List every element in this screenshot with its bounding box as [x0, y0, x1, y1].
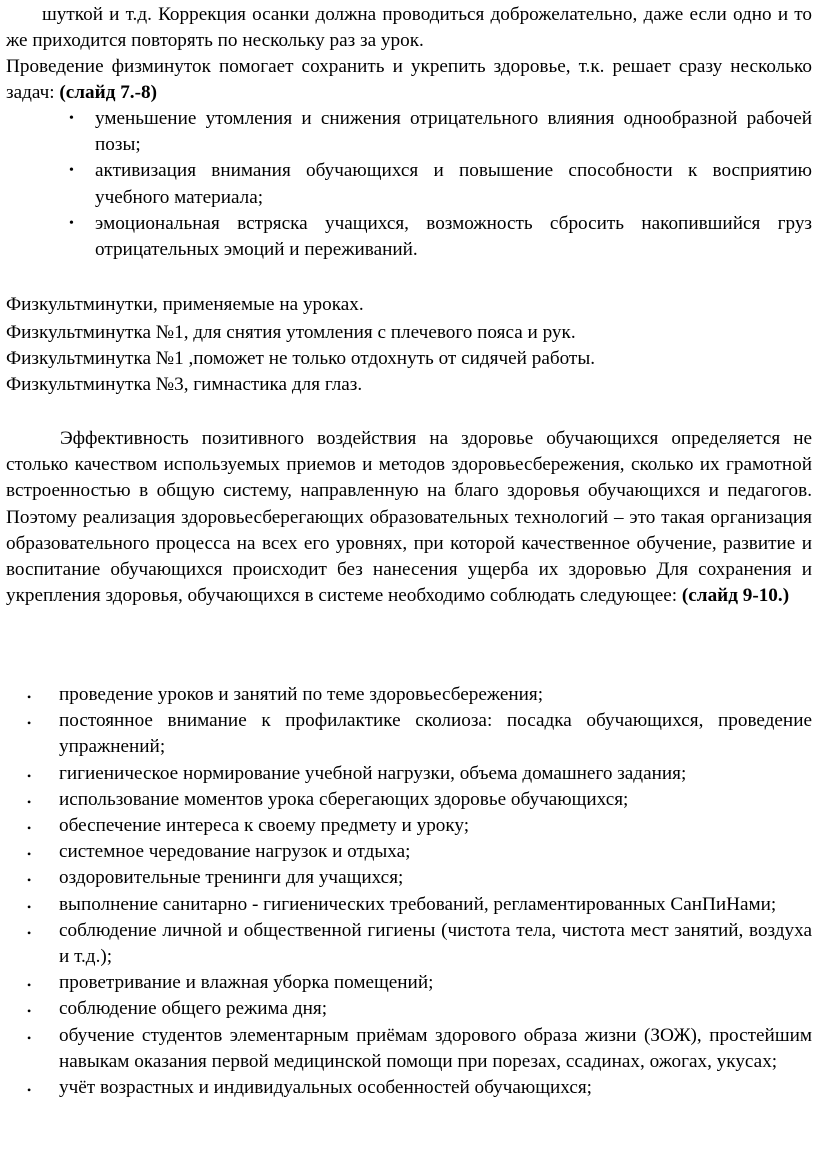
effectiveness-text: Эффективность позитивного воздействия на здоровье обучающихся определяется не столько качеством используемых приемов и методов здоровьесбережения, сколько их грамотной встроенностью в общую систему, направленную на благо здоровья обучающихся и педагогов. Поэтому реализация здоровьесберегающих образовательных технологий – это такая организация образовательного процесса на всех его уровнях, при которой качественное обучение, развитие и воспитание обучающихся происходит без нанесения ущерба их здоровью Для сохранения и укрепления здоровья, обучающихся в системе необходимо соблюдать следующее: — [6, 428, 812, 607]
bullet-icon: • — [69, 163, 74, 179]
bullet-icon: • — [27, 690, 32, 704]
requirements-list — [27, 682, 812, 1101]
minutes-line: Физкультминутка №1 ,поможет не только отдохнуть от сидячей работы. — [6, 348, 596, 369]
bullet-icon: • — [27, 1004, 32, 1019]
effectiveness-paragraph — [6, 426, 812, 609]
list-item: • гигиеническое нормирование учебной нагрузки, объема домашнего задания; — [59, 761, 812, 787]
list-item: • соблюдение общего режима дня; — [59, 996, 812, 1022]
bullet-icon: • — [27, 716, 32, 731]
list-item: • активизация внимания обучающихся и повышение способности к восприятию учебного материала; — [69, 160, 812, 208]
bullet-icon: • — [27, 794, 32, 809]
bullet-icon: • — [69, 215, 74, 231]
list-item: • обучение студентов элементарным приёмам здорового образа жизни (ЗОЖ), простейшим навыкам оказания первой медицинской помощи при порезах, ссадинах, ожогах, укусах; — [27, 1024, 812, 1072]
bullet-icon: • — [27, 821, 32, 836]
intro-paragraph — [6, 2, 812, 54]
list-item: • учёт возрастных и индивидуальных особенностей обучающихся; — [59, 1075, 812, 1101]
bullet-icon: • — [69, 111, 74, 126]
bullet-icon: • — [27, 1083, 32, 1098]
minutes-line: Физкультминутка №3, гимнастика для глаз. — [6, 374, 363, 395]
tasks-intro-paragraph — [6, 54, 812, 106]
list-item: • использование моментов урока сберегающих здоровье обучающихся; — [59, 787, 812, 813]
bullet-icon: • — [27, 899, 32, 914]
bullet-icon: • — [27, 873, 32, 888]
list-item: • соблюдение личной и общественной гигиены (чистота тела, чистота мест занятий, воздуха и т.д.); — [27, 919, 812, 968]
tasks-list — [69, 106, 812, 263]
slide-reference: (слайд 7.-8) — [59, 82, 157, 104]
list-item: • системное чередование нагрузок и отдыха; — [59, 839, 812, 865]
list-item: • эмоциональная встряска учащихся, возможность сбросить накопившийся груз отрицательных эмоций и переживаний. — [69, 212, 812, 261]
bullet-icon: • — [27, 1030, 32, 1045]
list-item: • проветривание и влажная уборка помещений; — [59, 970, 812, 996]
minutes-line: Физкультминутки, применяемые на уроках. — [6, 294, 364, 315]
intro-text: шуткой и т.д. Коррекция осанки должна проводиться доброжелательно, даже если одно и то же приходится повторять по нескольку раз за урок. — [6, 4, 812, 52]
list-item: • оздоровительные тренинги для учащихся; — [59, 865, 812, 891]
bullet-icon: • — [27, 978, 32, 993]
list-item: • выполнение санитарно - гигиенических требований, регламентированных СанПиНами; — [59, 892, 812, 918]
list-item: • уменьшение утомления и снижения отрицательного влияния однообразной рабочей позы; — [69, 108, 812, 156]
bullet-icon: • — [27, 925, 32, 940]
bullet-icon: • — [27, 847, 32, 862]
tasks-intro-text: Проведение физминуток помогает сохранить и укрепить здоровье, т.к. решает сразу несколько задач: — [6, 56, 812, 104]
list-item: • постоянное внимание к профилактике сколиоза: посадка обучающихся, проведение упражнений; — [27, 710, 812, 758]
minutes-line: Физкультминутка №1, для снятия утомления с плечевого пояса и рук. — [6, 322, 576, 343]
list-item: • проведение уроков и занятий по теме здоровьесбережения; — [59, 682, 812, 708]
bullet-icon: • — [27, 768, 32, 783]
slide-reference: (слайд 9-10.) — [681, 585, 790, 607]
list-item: • обеспечение интереса к своему предмету и уроку; — [59, 813, 812, 839]
